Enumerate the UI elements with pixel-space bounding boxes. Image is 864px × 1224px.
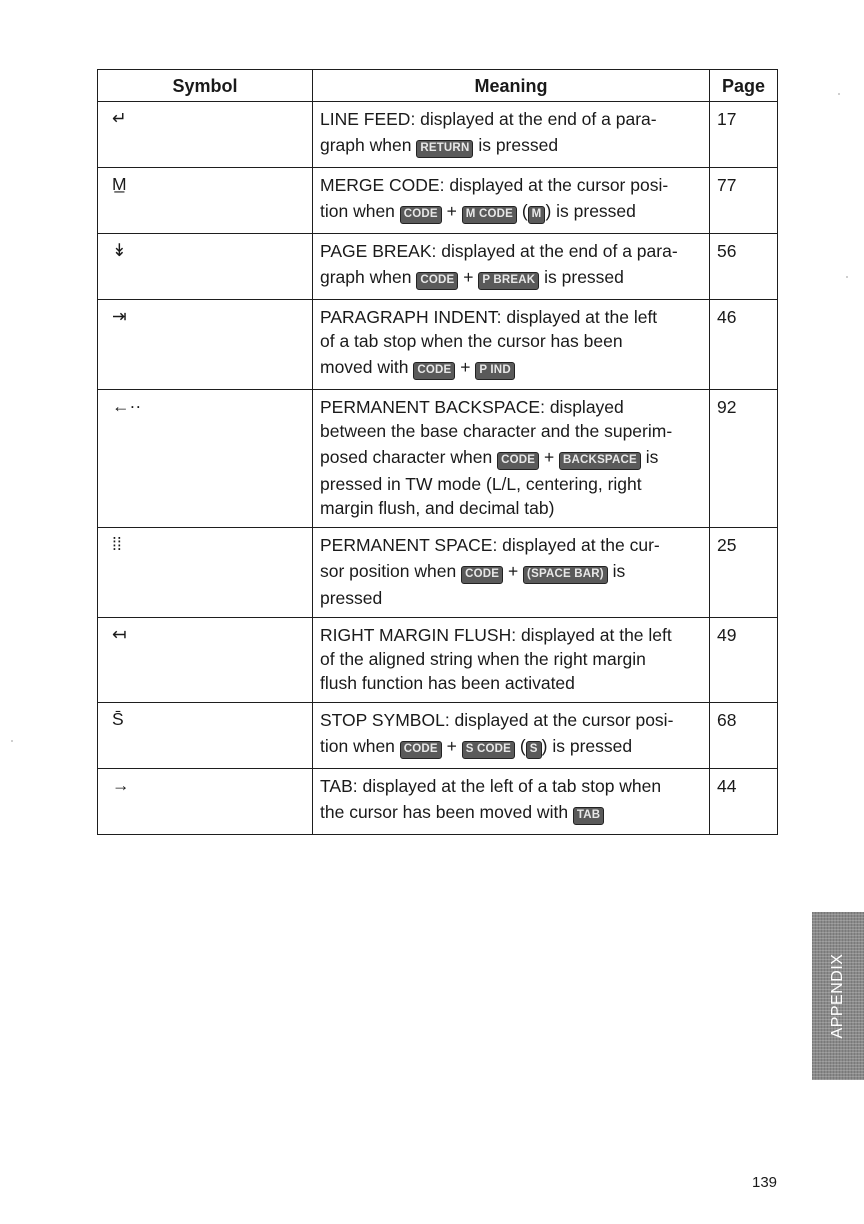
meaning-text: LINE FEED: displayed at the end of a para- [320,109,657,129]
row-meaning [313,390,710,528]
meaning-text: flush function has been activated [320,673,575,693]
meaning-text: is pressed [473,135,559,155]
meaning-text: PAGE BREAK: displayed at the end of a para- [320,241,678,261]
row-page: 56 [710,234,778,300]
meaning-line [320,732,703,761]
meaning-text: ) is pressed [541,736,633,756]
meaning-text: moved with [320,357,414,377]
meaning-text: the cursor has been moved with [320,802,573,822]
meaning-text: tion when [320,201,400,221]
meaning-text: ) is pressed [545,201,636,221]
symbol-table [97,69,778,835]
row-meaning [313,300,710,390]
meaning-text: PERMANENT BACKSPACE: displayed [320,397,624,417]
meaning-line [320,798,703,827]
meaning-text: + [503,561,524,581]
meaning-text: graph when [320,135,417,155]
row-page: 49 [710,618,778,703]
meaning-text: is [640,447,659,467]
key-cap-icon: M CODE [462,206,517,224]
meaning-line [320,647,703,671]
meaning-line [320,708,703,732]
meaning-text: + [458,267,479,287]
key-cap-icon: CODE [400,206,442,224]
row-meaning [313,168,710,234]
row-meaning [313,528,710,618]
meaning-line [320,496,703,520]
meaning-text: MERGE CODE: displayed at the cursor posi- [320,175,669,195]
appendix-tab-label: APPENDIX [829,953,846,1039]
table-row [98,390,778,528]
meaning-text: STOP SYMBOL: displayed at the cursor posi- [320,710,674,730]
meaning-line [320,774,703,798]
meaning-line [320,197,703,226]
row-symbol: ←·· [98,390,313,528]
header-meaning: Meaning [313,70,710,102]
row-symbol: → [98,769,313,835]
row-page: 25 [710,528,778,618]
meaning-line [320,443,703,472]
meaning-line [320,671,703,695]
key-cap-icon: S CODE [462,741,515,759]
row-symbol: ↡ [98,234,313,300]
meaning-line [320,107,703,131]
meaning-text: is pressed [539,267,624,287]
row-meaning [313,102,710,168]
table-row [98,300,778,390]
row-page: 44 [710,769,778,835]
meaning-line [320,533,703,557]
appendix-tab [812,912,864,1080]
row-symbol: ⁞⁞ [98,528,313,618]
meaning-text: RIGHT MARGIN FLUSH: displayed at the left [320,625,672,645]
row-page: 68 [710,703,778,769]
table-row [98,168,778,234]
row-symbol: S̄ [98,703,313,769]
page-number: 139 [752,1174,778,1191]
meaning-line [320,305,703,329]
meaning-text: tion when [320,736,400,756]
table-row [98,102,778,168]
row-meaning [313,618,710,703]
key-cap-icon: S [526,741,542,759]
table-row [98,703,778,769]
key-cap-icon: CODE [497,452,539,470]
meaning-line [320,239,703,263]
row-meaning [313,234,710,300]
meaning-text: posed character when [320,447,498,467]
key-cap-icon: CODE [461,566,503,584]
key-cap-icon: M [528,206,546,224]
row-page: 92 [710,390,778,528]
row-meaning [313,703,710,769]
meaning-text: PERMANENT SPACE: displayed at the cur- [320,535,660,555]
key-cap-icon: BACKSPACE [559,452,641,470]
table-row [98,234,778,300]
meaning-text: margin flush, and decimal tab) [320,498,555,518]
meaning-text: TAB: displayed at the left of a tab stop when [320,776,662,796]
table-row [98,769,778,835]
meaning-text: graph when [320,267,417,287]
row-symbol: ⇥ [98,300,313,390]
row-page: 17 [710,102,778,168]
row-symbol: ↵ [98,102,313,168]
meaning-line [320,586,703,610]
meaning-line [320,419,703,443]
meaning-text: + [455,357,476,377]
key-cap-icon: CODE [416,272,458,290]
row-symbol: ↤ [98,618,313,703]
meaning-line [320,395,703,419]
row-page: 46 [710,300,778,390]
key-cap-icon: RETURN [416,140,473,158]
row-meaning [313,769,710,835]
table-row [98,618,778,703]
meaning-line [320,173,703,197]
meaning-line [320,353,703,382]
meaning-line [320,623,703,647]
meaning-line [320,557,703,586]
meaning-text: + [441,736,462,756]
meaning-text: + [441,201,462,221]
meaning-line [320,472,703,496]
meaning-text: ( [516,201,528,221]
meaning-text: of a tab stop when the cursor has been [320,331,623,351]
meaning-text: between the base character and the superim- [320,421,673,441]
key-cap-icon: CODE [400,741,442,759]
meaning-text: + [539,447,560,467]
key-cap-icon: CODE [413,362,455,380]
header-page: Page [710,70,778,102]
table-row [98,528,778,618]
meaning-text: pressed in TW mode (L/L, centering, right [320,474,642,494]
meaning-text: is [607,561,626,581]
meaning-line [320,329,703,353]
meaning-text: sor position when [320,561,462,581]
key-cap-icon: (SPACE BAR) [523,566,608,584]
meaning-text: PARAGRAPH INDENT: displayed at the left [320,307,658,327]
meaning-line [320,263,703,292]
key-cap-icon: TAB [573,807,604,825]
row-symbol: M̲ [98,168,313,234]
meaning-text: pressed [320,588,383,608]
table-header-row [98,70,778,102]
header-symbol: Symbol [98,70,313,102]
meaning-text: of the aligned string when the right margin [320,649,646,669]
key-cap-icon: P BREAK [478,272,539,290]
key-cap-icon: P IND [475,362,514,380]
meaning-text: ( [515,736,526,756]
meaning-line [320,131,703,160]
row-page: 77 [710,168,778,234]
